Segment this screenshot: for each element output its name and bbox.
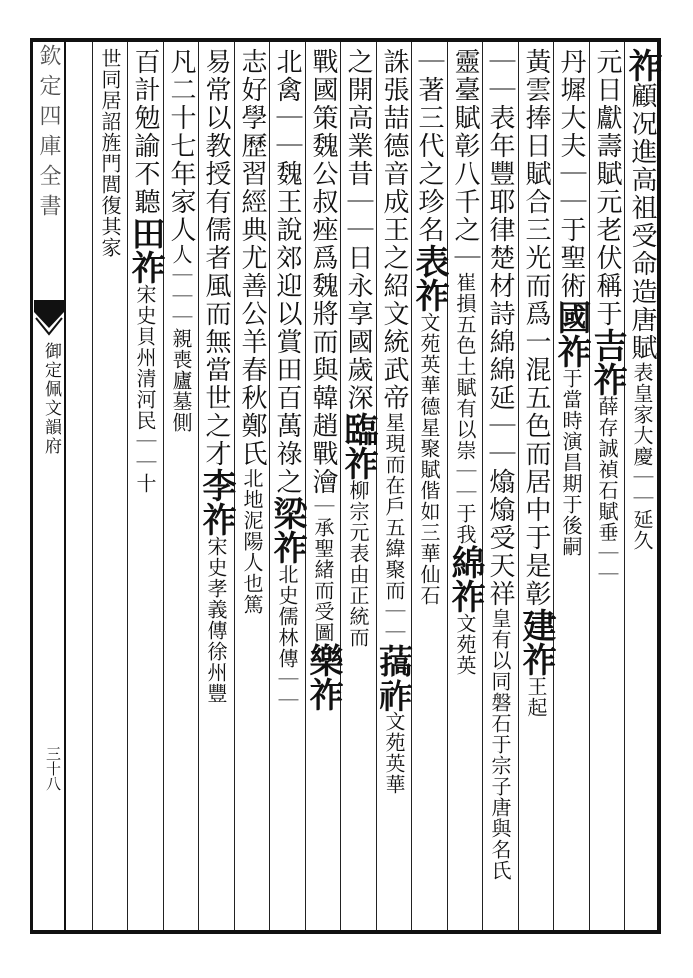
headword: 田: [125, 216, 165, 250]
body-text: 戰國策魏公叔痤爲魏將而與韓趙戰澮: [308, 48, 338, 496]
body-text: 元日獻壽賦元老伏稱于: [592, 48, 622, 328]
annotation-text: ｜承聖緒而受圖: [311, 496, 335, 643]
headword: 綿: [445, 545, 485, 579]
headword: 祚: [516, 642, 556, 676]
headword: 祚: [303, 677, 343, 711]
column-rule: [624, 42, 625, 930]
column-rule: [482, 42, 483, 930]
headword: 祚: [267, 530, 307, 564]
body-text: 誅張喆德音成王之紹文統武帝: [379, 48, 409, 412]
frame-top-border: [30, 38, 660, 42]
annotation-text: 華仙石: [417, 543, 441, 606]
annotation-text: 宋史孝義傳徐州豐: [204, 536, 228, 704]
headword: 梁: [267, 496, 307, 530]
headword: 表: [409, 244, 449, 278]
annotation-text: 文苑英: [453, 613, 477, 676]
banxin-title: 欽定四庫全書: [36, 44, 61, 224]
page-number: 三十八: [44, 746, 62, 791]
text-column: [236, 48, 268, 926]
annotation-text: 崔損五色土賦有以崇｜｜于我: [453, 272, 477, 545]
column-rule: [589, 42, 590, 930]
body-text: ｜｜表年豐耶律楚材詩綿綿延｜｜熻熻受天祥: [485, 48, 515, 608]
body-text: 易常以教授有儒者風而無當世之才: [201, 48, 231, 468]
annotation-text: 星現而在戶五緯聚而｜｜: [382, 412, 406, 643]
text-column: [125, 48, 165, 926]
text-column: [94, 48, 126, 926]
body-text: 黃雲捧日賦合三光而爲一混五色而居中于是彰: [521, 48, 551, 608]
column-rule: [340, 42, 341, 930]
text-column: [409, 48, 449, 926]
column-rule: [518, 42, 519, 930]
column-rule: [305, 42, 306, 930]
column-rule: [127, 42, 128, 930]
text-column: [267, 48, 307, 926]
text-column: [338, 48, 378, 926]
body-text: 凡二十七年家人: [166, 48, 196, 244]
annotation-text: 薛存誠禎石賦垂｜｜: [595, 396, 619, 585]
body-text: 丹墀大夫｜｜于聖術: [556, 48, 586, 300]
column-rule: [553, 42, 554, 930]
body-text: 靈臺賦彰八千之｜: [450, 48, 480, 272]
headword: 祚: [622, 48, 662, 82]
headword: 吉: [587, 328, 627, 362]
body-text: 志好學歷習經典尤善公羊春秋鄭氏: [237, 48, 267, 468]
text-column: [196, 48, 236, 926]
annotation-text: 表皇家大慶｜｜延久: [630, 362, 654, 551]
body-text: ｜著三代之珍名: [414, 48, 444, 244]
annotation-text: 北史儒林傳｜｜: [275, 564, 299, 711]
text-column: [374, 48, 414, 926]
annotation-text: 宋史貝州清河民｜｜十: [133, 284, 157, 494]
headword: 臨: [338, 412, 378, 446]
banxin-subtitle: 御定佩文韻府: [41, 342, 61, 456]
column-rule: [447, 42, 448, 930]
headword: 李: [196, 468, 236, 502]
text-column: [303, 48, 343, 926]
column-rule: [163, 42, 164, 930]
headword: 祚: [125, 250, 165, 284]
body-text: 百計勉諭不聽: [130, 48, 160, 216]
body-text: 之開高業昔｜｜日永享國歲深: [343, 48, 373, 412]
banxin-divider: [64, 40, 66, 932]
headword: 建: [516, 608, 556, 642]
text-column: [622, 48, 662, 926]
headword: 𦼸: [374, 643, 414, 677]
headword: 祚: [374, 677, 414, 711]
fishtail-mark-icon: [34, 300, 64, 340]
headword: 祚: [196, 502, 236, 536]
headword: 祚: [551, 334, 591, 368]
column-rule: [269, 42, 270, 930]
text-column: [551, 48, 591, 926]
annotation-text: 王起: [524, 676, 548, 718]
headword: 國: [551, 300, 591, 334]
headword: 祚: [587, 362, 627, 396]
text-column: [516, 48, 556, 926]
column-rule: [411, 42, 412, 930]
annotation-text: 于當時演昌期于後嗣: [559, 368, 583, 557]
headword: 樂: [303, 643, 343, 677]
headword: 祚: [338, 446, 378, 480]
headword: 祚: [445, 579, 485, 613]
annotation-text: 文苑英華: [382, 711, 406, 795]
headword: 祚: [409, 278, 449, 312]
annotation-text: 文苑英華德星聚賦偕如三: [417, 312, 441, 543]
body-text: 顧况進高祖受命造唐賦: [627, 82, 657, 362]
column-rule: [92, 42, 93, 930]
annotation-text: 柳宗元表由正統而: [346, 480, 370, 648]
annotation-text: 皇有以同磐石于宗子唐與名氏: [488, 608, 512, 881]
body-text: 北禽｜｜魏王說郊迎以賞田百萬祿之: [272, 48, 302, 496]
annotation-text: 世同居詔旌門閭復其家: [98, 48, 122, 258]
frame-bottom-border: [30, 930, 660, 934]
annotation-text: 北地泥陽人也篤: [240, 468, 264, 615]
annotation-text: 人｜｜｜親喪廬墓側: [169, 244, 193, 433]
text-column: [587, 48, 627, 926]
text-column: [484, 48, 516, 926]
column-rule: [376, 42, 377, 930]
text-column: [165, 48, 197, 926]
text-column: [445, 48, 485, 926]
